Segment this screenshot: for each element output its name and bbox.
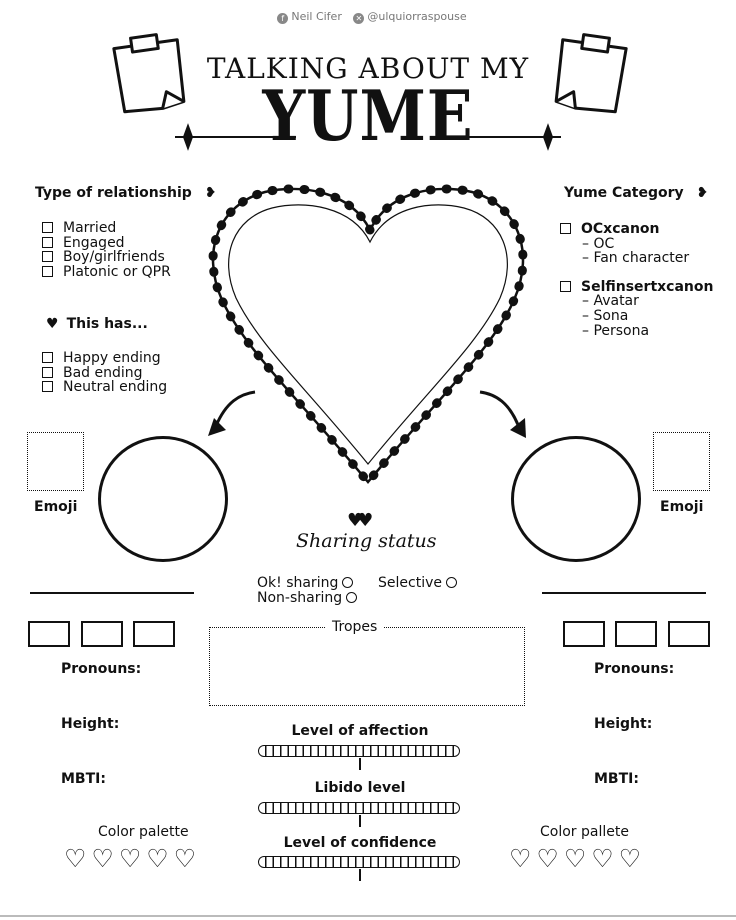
checkbox-box[interactable]: [42, 266, 53, 277]
height-label-left: Height:: [61, 716, 120, 732]
trait-box[interactable]: [133, 621, 175, 647]
radio-icon[interactable]: [342, 577, 353, 588]
this-has-heading: [46, 316, 148, 332]
heart-frame[interactable]: [180, 180, 560, 500]
sub-option: – OC: [582, 235, 615, 252]
trait-box[interactable]: [81, 621, 123, 647]
slider-stem: [359, 758, 361, 770]
sub-option: – Sona: [582, 307, 629, 324]
emoji-label-right: Emoji: [660, 499, 704, 515]
color-palette-label-right: Color pallete: [540, 824, 629, 840]
image-circle-left[interactable]: [98, 436, 228, 562]
this-has-options: [42, 351, 167, 395]
image-circle-right[interactable]: [511, 436, 641, 562]
option-non-sharing[interactable]: [257, 590, 357, 606]
relationship-options: [42, 221, 171, 279]
height-label-right: Height:: [594, 716, 653, 732]
checkbox-boyfriends[interactable]: [42, 250, 171, 265]
heart-icon: ❥: [204, 185, 217, 201]
confidence-label: Level of confidence: [283, 835, 437, 851]
checkbox-box[interactable]: [42, 251, 53, 262]
divider-left: [30, 592, 194, 594]
sub-option: – Avatar: [582, 293, 639, 310]
emoji-label-left: Emoji: [34, 499, 78, 515]
yume-category-heading: [564, 185, 708, 201]
checkbox-box[interactable]: [42, 381, 53, 392]
title-main: YUME: [262, 76, 474, 158]
sub-option: – Persona: [582, 322, 650, 339]
facebook-icon: f: [277, 13, 288, 24]
mbti-label-right: MBTI:: [594, 771, 639, 787]
checkbox-platonic[interactable]: [42, 265, 171, 280]
sharing-status-title: Sharing status: [296, 530, 437, 552]
non-sharing-label: Non-sharing: [257, 590, 343, 606]
emoji-box-right[interactable]: [653, 432, 710, 491]
option-label: Happy ending: [63, 350, 161, 366]
divider-right: [542, 592, 706, 594]
trait-box[interactable]: [563, 621, 605, 647]
credits-line: [0, 10, 736, 24]
trait-box[interactable]: [668, 621, 710, 647]
option-ok-sharing[interactable]: [257, 575, 353, 591]
credit-author: Neil Cifer: [291, 10, 342, 23]
radio-icon[interactable]: [446, 577, 457, 588]
selective-label: Selective: [378, 575, 442, 591]
arrow-icon: [480, 392, 520, 430]
double-heart-icon: ♥♥: [347, 510, 368, 531]
checkbox-box[interactable]: [560, 223, 571, 234]
color-palette-label-left: Color palette: [98, 824, 189, 840]
arrow-icon: [216, 392, 255, 426]
checkbox-ocxcanon[interactable]: [560, 222, 713, 237]
tropes-label: Tropes: [326, 619, 383, 635]
checkbox-bad[interactable]: [42, 366, 167, 381]
checkbox-married[interactable]: [42, 221, 171, 236]
checkbox-box[interactable]: [42, 222, 53, 233]
checkbox-neutral[interactable]: [42, 380, 167, 395]
checkbox-box[interactable]: [42, 352, 53, 363]
sub-option: – Fan character: [582, 250, 690, 267]
checkbox-box[interactable]: [560, 281, 571, 292]
confidence-slider[interactable]: [258, 856, 460, 868]
checkbox-selfinsert[interactable]: [560, 280, 713, 295]
relationship-heading-text: Type of relationship: [35, 185, 192, 201]
checkbox-engaged[interactable]: [42, 236, 171, 251]
trait-box[interactable]: [28, 621, 70, 647]
ok-sharing-label: Ok! sharing: [257, 575, 339, 591]
tropes-box[interactable]: [209, 627, 525, 706]
group-label: OCxcanon: [581, 221, 660, 237]
bottom-edge: [0, 915, 736, 917]
title-divider: [170, 122, 566, 152]
option-label: Engaged: [63, 234, 125, 251]
trait-box[interactable]: [615, 621, 657, 647]
mbti-label-left: MBTI:: [61, 771, 106, 787]
affection-slider[interactable]: [258, 745, 460, 757]
checkbox-happy[interactable]: [42, 351, 167, 366]
group-label: Selfinsertxcanon: [581, 278, 714, 295]
palette-hearts-right[interactable]: ♡♡♡♡♡: [509, 844, 647, 873]
option-label: Neutral ending: [63, 379, 168, 396]
heart-icon: ♥: [46, 316, 59, 332]
option-label: Boy/girlfriends: [63, 249, 165, 266]
checkbox-box[interactable]: [42, 237, 53, 248]
heart-icon: ❥: [696, 185, 709, 201]
libido-slider[interactable]: [258, 802, 460, 814]
affection-label: Level of affection: [291, 723, 429, 739]
slider-stem: [359, 815, 361, 827]
pronouns-label-right: Pronouns:: [594, 661, 675, 677]
checkbox-box[interactable]: [42, 367, 53, 378]
x-icon: ✕: [353, 13, 364, 24]
slider-stem: [359, 869, 361, 881]
option-label: Married: [63, 220, 117, 236]
yume-category-options: [560, 222, 713, 338]
credit-handle: @ulquiorraspouse: [367, 10, 467, 23]
option-label: Platonic or QPR: [63, 263, 171, 280]
palette-hearts-left[interactable]: ♡♡♡♡♡: [64, 844, 202, 873]
pronouns-label-left: Pronouns:: [61, 661, 142, 677]
title-top: TALKING ABOUT MY: [206, 52, 530, 85]
radio-icon[interactable]: [346, 592, 357, 603]
yume-category-heading-text: Yume Category: [564, 185, 684, 201]
this-has-heading-text: This has...: [66, 316, 148, 332]
option-selective[interactable]: [378, 575, 457, 591]
option-label: Bad ending: [63, 364, 143, 381]
emoji-box-left[interactable]: [27, 432, 84, 491]
libido-label: Libido level: [314, 780, 406, 796]
